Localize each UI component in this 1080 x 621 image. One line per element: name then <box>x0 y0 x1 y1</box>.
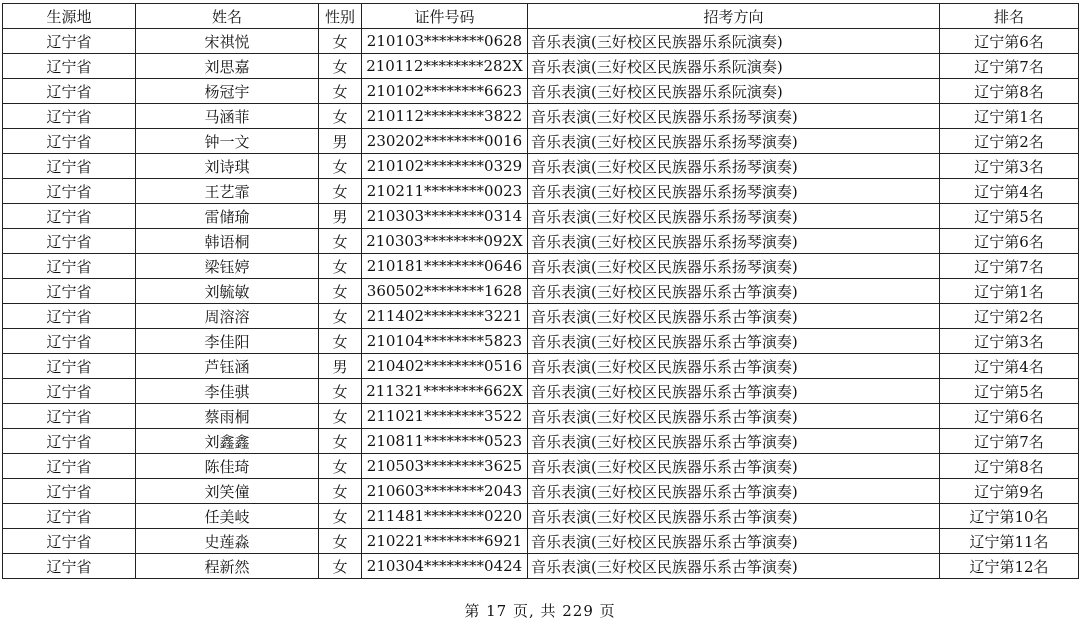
cell-gender: 女 <box>319 79 362 104</box>
table-row <box>3 354 1079 379</box>
cell-origin: 辽宁省 <box>3 254 136 279</box>
table-row <box>3 304 1079 329</box>
cell-name: 刘毓敏 <box>136 279 319 304</box>
cell-gender: 女 <box>319 479 362 504</box>
cell-gender: 女 <box>319 404 362 429</box>
cell-name: 刘笑僮 <box>136 479 319 504</box>
cell-gender: 女 <box>319 329 362 354</box>
cell-id-number: 210103********0628 <box>362 29 528 54</box>
table-row <box>3 154 1079 179</box>
cell-direction: 音乐表演(三好校区民族器乐系古筝演奏) <box>528 529 940 554</box>
cell-name: 雷储瑜 <box>136 204 319 229</box>
cell-origin: 辽宁省 <box>3 329 136 354</box>
header-direction: 招考方向 <box>528 4 940 29</box>
cell-id-number: 210303********092X <box>362 229 528 254</box>
cell-rank: 辽宁第2名 <box>940 129 1079 154</box>
cell-gender: 女 <box>319 229 362 254</box>
cell-gender: 女 <box>319 304 362 329</box>
cell-gender: 女 <box>319 154 362 179</box>
cell-id-number: 211481********0220 <box>362 504 528 529</box>
cell-origin: 辽宁省 <box>3 54 136 79</box>
table-row <box>3 404 1079 429</box>
cell-gender: 女 <box>319 179 362 204</box>
cell-origin: 辽宁省 <box>3 529 136 554</box>
cell-origin: 辽宁省 <box>3 79 136 104</box>
cell-id-number: 210811********0523 <box>362 429 528 454</box>
table-row <box>3 204 1079 229</box>
cell-name: 李佳阳 <box>136 329 319 354</box>
cell-origin: 辽宁省 <box>3 204 136 229</box>
cell-gender: 女 <box>319 504 362 529</box>
cell-origin: 辽宁省 <box>3 504 136 529</box>
cell-name: 王艺霏 <box>136 179 319 204</box>
table-row <box>3 179 1079 204</box>
cell-gender: 女 <box>319 104 362 129</box>
table-body <box>3 29 1079 579</box>
cell-name: 杨冠宇 <box>136 79 319 104</box>
cell-direction: 音乐表演(三好校区民族器乐系古筝演奏) <box>528 379 940 404</box>
cell-direction: 音乐表演(三好校区民族器乐系古筝演奏) <box>528 504 940 529</box>
cell-direction: 音乐表演(三好校区民族器乐系扬琴演奏) <box>528 229 940 254</box>
cell-direction: 音乐表演(三好校区民族器乐系扬琴演奏) <box>528 154 940 179</box>
table-row <box>3 129 1079 154</box>
header-id-number: 证件号码 <box>362 4 528 29</box>
cell-rank: 辽宁第3名 <box>940 154 1079 179</box>
table-row <box>3 329 1079 354</box>
cell-name: 李佳骐 <box>136 379 319 404</box>
cell-rank: 辽宁第8名 <box>940 79 1079 104</box>
cell-id-number: 210102********0329 <box>362 154 528 179</box>
cell-rank: 辽宁第11名 <box>940 529 1079 554</box>
cell-id-number: 210181********0646 <box>362 254 528 279</box>
cell-id-number: 210104********5823 <box>362 329 528 354</box>
cell-origin: 辽宁省 <box>3 129 136 154</box>
cell-origin: 辽宁省 <box>3 429 136 454</box>
cell-direction: 音乐表演(三好校区民族器乐系古筝演奏) <box>528 454 940 479</box>
cell-gender: 女 <box>319 254 362 279</box>
cell-rank: 辽宁第9名 <box>940 479 1079 504</box>
cell-name: 刘诗琪 <box>136 154 319 179</box>
cell-id-number: 210304********0424 <box>362 554 528 579</box>
cell-direction: 音乐表演(三好校区民族器乐系阮演奏) <box>528 29 940 54</box>
table-row <box>3 379 1079 404</box>
table-row <box>3 429 1079 454</box>
cell-id-number: 360502********1628 <box>362 279 528 304</box>
cell-gender: 女 <box>319 279 362 304</box>
cell-name: 梁钰婷 <box>136 254 319 279</box>
cell-name: 程新然 <box>136 554 319 579</box>
cell-name: 宋祺悦 <box>136 29 319 54</box>
cell-rank: 辽宁第8名 <box>940 454 1079 479</box>
cell-rank: 辽宁第7名 <box>940 429 1079 454</box>
cell-direction: 音乐表演(三好校区民族器乐系古筝演奏) <box>528 329 940 354</box>
cell-name: 芦钰涵 <box>136 354 319 379</box>
cell-name: 蔡雨桐 <box>136 404 319 429</box>
cell-origin: 辽宁省 <box>3 104 136 129</box>
cell-direction: 音乐表演(三好校区民族器乐系古筝演奏) <box>528 554 940 579</box>
cell-direction: 音乐表演(三好校区民族器乐系阮演奏) <box>528 79 940 104</box>
cell-origin: 辽宁省 <box>3 304 136 329</box>
cell-gender: 女 <box>319 554 362 579</box>
cell-rank: 辽宁第10名 <box>940 504 1079 529</box>
cell-rank: 辽宁第12名 <box>940 554 1079 579</box>
cell-rank: 辽宁第3名 <box>940 329 1079 354</box>
cell-origin: 辽宁省 <box>3 179 136 204</box>
cell-direction: 音乐表演(三好校区民族器乐系古筝演奏) <box>528 354 940 379</box>
cell-rank: 辽宁第2名 <box>940 304 1079 329</box>
table-row <box>3 254 1079 279</box>
table-row <box>3 229 1079 254</box>
cell-direction: 音乐表演(三好校区民族器乐系阮演奏) <box>528 54 940 79</box>
cell-origin: 辽宁省 <box>3 479 136 504</box>
cell-direction: 音乐表演(三好校区民族器乐系扬琴演奏) <box>528 179 940 204</box>
cell-gender: 女 <box>319 379 362 404</box>
table-row <box>3 29 1079 54</box>
cell-rank: 辽宁第6名 <box>940 404 1079 429</box>
cell-name: 钟一文 <box>136 129 319 154</box>
cell-id-number: 210112********3822 <box>362 104 528 129</box>
cell-direction: 音乐表演(三好校区民族器乐系古筝演奏) <box>528 429 940 454</box>
header-gender: 性别 <box>319 4 362 29</box>
cell-rank: 辽宁第5名 <box>940 204 1079 229</box>
cell-rank: 辽宁第6名 <box>940 229 1079 254</box>
cell-gender: 男 <box>319 204 362 229</box>
cell-id-number: 210303********0314 <box>362 204 528 229</box>
cell-rank: 辽宁第5名 <box>940 379 1079 404</box>
header-name: 姓名 <box>136 4 319 29</box>
table-header-row <box>3 4 1079 29</box>
cell-origin: 辽宁省 <box>3 279 136 304</box>
cell-rank: 辽宁第1名 <box>940 104 1079 129</box>
cell-gender: 女 <box>319 529 362 554</box>
cell-id-number: 210211********0023 <box>362 179 528 204</box>
table-row <box>3 54 1079 79</box>
cell-origin: 辽宁省 <box>3 229 136 254</box>
table-row <box>3 454 1079 479</box>
table-row <box>3 79 1079 104</box>
table-row <box>3 104 1079 129</box>
cell-gender: 女 <box>319 29 362 54</box>
cell-rank: 辽宁第7名 <box>940 254 1079 279</box>
cell-name: 史莲淼 <box>136 529 319 554</box>
header-origin: 生源地 <box>3 4 136 29</box>
cell-name: 任美岐 <box>136 504 319 529</box>
cell-id-number: 211321********662X <box>362 379 528 404</box>
cell-gender: 女 <box>319 454 362 479</box>
cell-rank: 辽宁第1名 <box>940 279 1079 304</box>
cell-direction: 音乐表演(三好校区民族器乐系扬琴演奏) <box>528 104 940 129</box>
cell-direction: 音乐表演(三好校区民族器乐系古筝演奏) <box>528 404 940 429</box>
cell-direction: 音乐表演(三好校区民族器乐系古筝演奏) <box>528 304 940 329</box>
cell-direction: 音乐表演(三好校区民族器乐系扬琴演奏) <box>528 254 940 279</box>
cell-origin: 辽宁省 <box>3 554 136 579</box>
cell-id-number: 211021********3522 <box>362 404 528 429</box>
cell-origin: 辽宁省 <box>3 454 136 479</box>
cell-id-number: 210402********0516 <box>362 354 528 379</box>
cell-rank: 辽宁第4名 <box>940 354 1079 379</box>
header-rank: 排名 <box>940 4 1079 29</box>
cell-rank: 辽宁第7名 <box>940 54 1079 79</box>
cell-origin: 辽宁省 <box>3 354 136 379</box>
cell-id-number: 211402********3221 <box>362 304 528 329</box>
cell-id-number: 210503********3625 <box>362 454 528 479</box>
cell-name: 刘思嘉 <box>136 54 319 79</box>
cell-name: 陈佳琦 <box>136 454 319 479</box>
cell-origin: 辽宁省 <box>3 404 136 429</box>
cell-name: 刘鑫鑫 <box>136 429 319 454</box>
cell-id-number: 210112********282X <box>362 54 528 79</box>
applicant-table <box>2 3 1079 579</box>
cell-id-number: 210221********6921 <box>362 529 528 554</box>
table-row <box>3 279 1079 304</box>
table-row <box>3 504 1079 529</box>
cell-name: 韩语桐 <box>136 229 319 254</box>
cell-rank: 辽宁第6名 <box>940 29 1079 54</box>
cell-gender: 男 <box>319 129 362 154</box>
cell-gender: 男 <box>319 354 362 379</box>
cell-direction: 音乐表演(三好校区民族器乐系扬琴演奏) <box>528 129 940 154</box>
cell-gender: 女 <box>319 429 362 454</box>
cell-name: 周溶溶 <box>136 304 319 329</box>
cell-direction: 音乐表演(三好校区民族器乐系古筝演奏) <box>528 479 940 504</box>
cell-origin: 辽宁省 <box>3 379 136 404</box>
cell-id-number: 230202********0016 <box>362 129 528 154</box>
cell-gender: 女 <box>319 54 362 79</box>
cell-name: 马涵菲 <box>136 104 319 129</box>
cell-rank: 辽宁第4名 <box>940 179 1079 204</box>
cell-id-number: 210102********6623 <box>362 79 528 104</box>
cell-origin: 辽宁省 <box>3 29 136 54</box>
table-row <box>3 554 1079 579</box>
cell-direction: 音乐表演(三好校区民族器乐系古筝演奏) <box>528 279 940 304</box>
cell-origin: 辽宁省 <box>3 154 136 179</box>
cell-direction: 音乐表演(三好校区民族器乐系扬琴演奏) <box>528 204 940 229</box>
page-footer: 第 17 页, 共 229 页 <box>464 602 616 620</box>
table-row <box>3 479 1079 504</box>
cell-id-number: 210603********2043 <box>362 479 528 504</box>
table-row <box>3 529 1079 554</box>
